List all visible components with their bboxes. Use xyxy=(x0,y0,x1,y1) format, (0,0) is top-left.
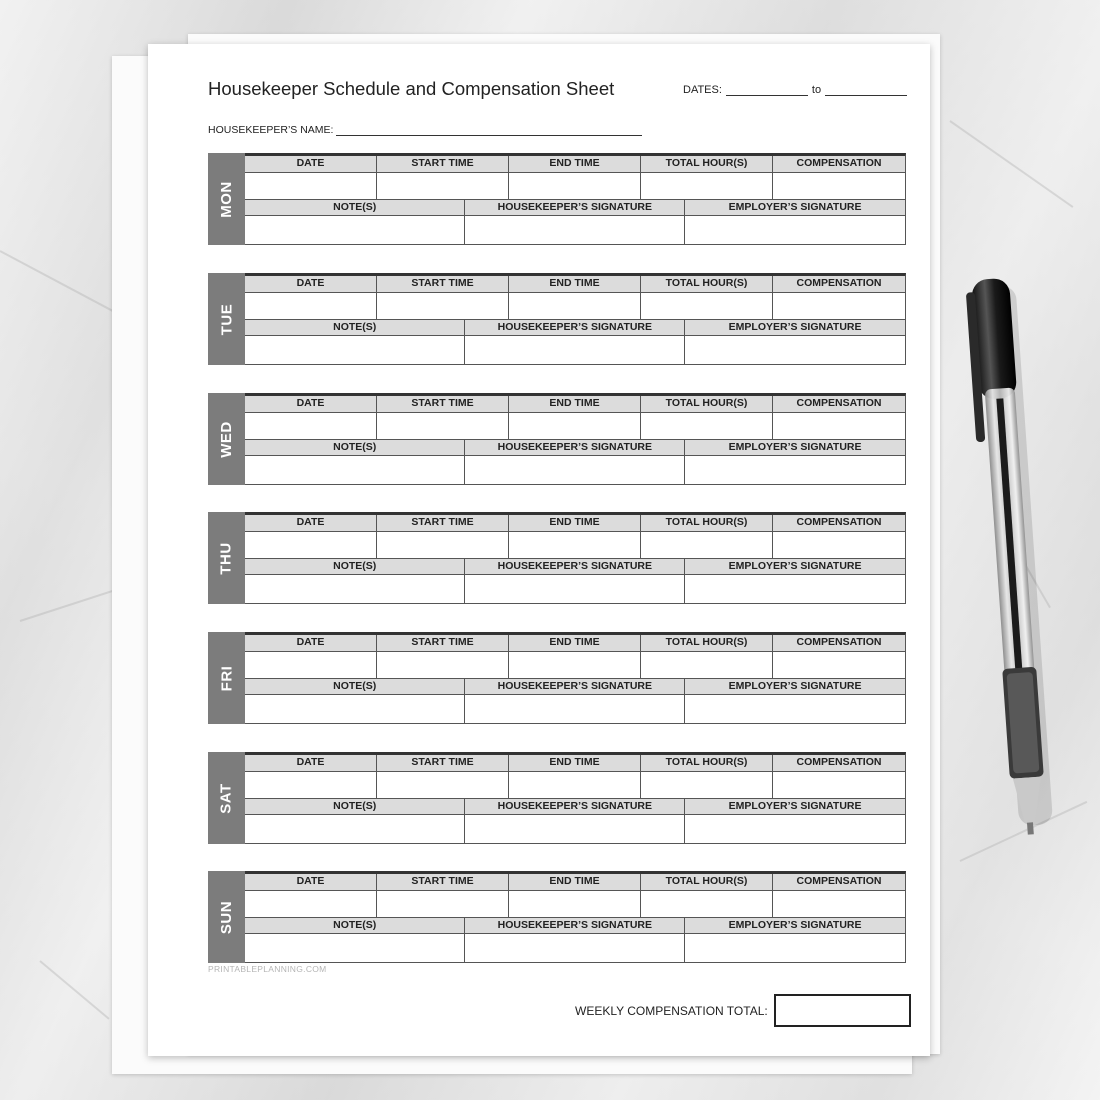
column-header: TOTAL HOUR(S) xyxy=(641,396,773,412)
entry-cell[interactable] xyxy=(377,652,509,678)
column-header: TOTAL HOUR(S) xyxy=(641,635,773,651)
signature-cell[interactable] xyxy=(245,456,465,484)
entry-cell[interactable] xyxy=(377,891,509,917)
column-header: COMPENSATION xyxy=(796,756,882,768)
signature-cell[interactable] xyxy=(465,216,685,244)
day-label: SUN xyxy=(217,900,235,934)
day-grid xyxy=(245,752,906,844)
time-value-row xyxy=(245,531,905,558)
entry-cell[interactable] xyxy=(773,891,905,917)
column-header: HOUSEKEEPER’S SIGNATURE xyxy=(465,200,685,215)
column-header: END TIME xyxy=(509,515,641,531)
column-header: START TIME xyxy=(377,396,509,412)
column-header: DATE xyxy=(245,515,377,531)
day-grid xyxy=(245,871,906,963)
signature-cell[interactable] xyxy=(465,456,685,484)
column-header: TOTAL HOUR(S) xyxy=(641,276,773,292)
column-header: START TIME xyxy=(377,874,509,890)
schedule-sheet xyxy=(148,44,930,1056)
time-header-row xyxy=(245,874,905,890)
entry-cell[interactable] xyxy=(641,532,773,558)
column-header: NOTE(S) xyxy=(245,440,465,455)
day-block-fri xyxy=(208,632,906,724)
column-header: END TIME xyxy=(509,755,641,771)
day-tab xyxy=(208,752,245,844)
day-grid xyxy=(245,273,906,365)
entry-cell[interactable] xyxy=(377,293,509,319)
column-header: HOUSEKEEPER’S SIGNATURE xyxy=(465,320,685,335)
notes-header-row xyxy=(245,439,905,455)
entry-cell[interactable] xyxy=(641,173,773,199)
entry-cell[interactable] xyxy=(641,772,773,798)
time-value-row xyxy=(245,412,905,439)
housekeeper-name-field[interactable] xyxy=(336,126,642,136)
time-value-row xyxy=(245,890,905,917)
day-tab xyxy=(208,153,245,245)
day-block-mon xyxy=(208,153,906,245)
marble-vein xyxy=(949,120,1073,208)
column-header: HOUSEKEEPER’S SIGNATURE xyxy=(465,679,685,694)
day-grid xyxy=(245,393,906,485)
time-value-row xyxy=(245,771,905,798)
column-header: NOTE(S) xyxy=(245,918,465,933)
column-header: NOTE(S) xyxy=(245,679,465,694)
signature-cell[interactable] xyxy=(245,216,465,244)
time-header-row xyxy=(245,635,905,651)
column-header: DATE xyxy=(245,874,377,890)
name-label: HOUSEKEEPER’S NAME: xyxy=(208,124,334,136)
signature-cell[interactable] xyxy=(685,815,905,843)
entry-cell[interactable] xyxy=(377,772,509,798)
dates-label: DATES: xyxy=(683,84,722,96)
day-label: SAT xyxy=(217,782,235,814)
column-header: NOTE(S) xyxy=(245,559,465,574)
column-header: TOTAL HOUR(S) xyxy=(641,515,773,531)
column-header: COMPENSATION xyxy=(796,157,882,169)
signature-cell[interactable] xyxy=(245,336,465,364)
entry-cell[interactable] xyxy=(509,293,641,319)
housekeeper-name-row xyxy=(208,124,642,136)
notes-value-row xyxy=(245,455,905,484)
time-header-row xyxy=(245,156,905,172)
dates-to-label: to xyxy=(811,84,822,96)
column-header: TOTAL HOUR(S) xyxy=(641,755,773,771)
time-header-row xyxy=(245,396,905,412)
time-header-row xyxy=(245,755,905,771)
column-header: COMPENSATION xyxy=(796,397,882,409)
day-block-tue xyxy=(208,273,906,365)
time-value-row xyxy=(245,651,905,678)
entry-cell[interactable] xyxy=(641,293,773,319)
day-block-thu xyxy=(208,512,906,604)
dates-range xyxy=(683,84,907,96)
entry-cell[interactable] xyxy=(773,173,905,199)
signature-cell[interactable] xyxy=(685,216,905,244)
day-label: MON xyxy=(218,180,235,218)
column-header: COMPENSATION xyxy=(796,277,882,289)
column-header: DATE xyxy=(245,396,377,412)
column-header: DATE xyxy=(245,755,377,771)
signature-cell[interactable] xyxy=(465,336,685,364)
entry-cell[interactable] xyxy=(245,772,377,798)
column-header: NOTE(S) xyxy=(245,320,465,335)
signature-cell[interactable] xyxy=(465,695,685,723)
column-header: NOTE(S) xyxy=(245,200,465,215)
column-header: EMPLOYER’S SIGNATURE xyxy=(728,680,862,692)
day-tab xyxy=(208,393,245,485)
marble-vein xyxy=(960,801,1088,862)
day-grid xyxy=(245,153,906,245)
signature-cell[interactable] xyxy=(465,934,685,962)
entry-cell[interactable] xyxy=(377,532,509,558)
notes-value-row xyxy=(245,694,905,723)
time-header-row xyxy=(245,276,905,292)
column-header: END TIME xyxy=(509,396,641,412)
entry-cell[interactable] xyxy=(377,413,509,439)
column-header: EMPLOYER’S SIGNATURE xyxy=(728,201,862,213)
column-header: START TIME xyxy=(377,755,509,771)
signature-cell[interactable] xyxy=(245,695,465,723)
column-header: END TIME xyxy=(509,874,641,890)
column-header: HOUSEKEEPER’S SIGNATURE xyxy=(465,799,685,814)
day-label: FRI xyxy=(217,665,235,691)
notes-value-row xyxy=(245,814,905,843)
entry-cell[interactable] xyxy=(509,891,641,917)
column-header: EMPLOYER’S SIGNATURE xyxy=(728,321,862,333)
column-header: COMPENSATION xyxy=(796,516,882,528)
notes-header-row xyxy=(245,319,905,335)
signature-cell[interactable] xyxy=(685,934,905,962)
entry-cell[interactable] xyxy=(245,652,377,678)
entry-cell[interactable] xyxy=(245,891,377,917)
signature-cell[interactable] xyxy=(245,934,465,962)
entry-cell[interactable] xyxy=(773,413,905,439)
day-block-sat xyxy=(208,752,906,844)
notes-header-row xyxy=(245,917,905,933)
entry-cell[interactable] xyxy=(245,413,377,439)
entry-cell[interactable] xyxy=(245,173,377,199)
column-header: TOTAL HOUR(S) xyxy=(641,874,773,890)
signature-cell[interactable] xyxy=(465,575,685,603)
notes-header-row xyxy=(245,558,905,574)
weekly-total xyxy=(575,994,911,1027)
day-tab xyxy=(208,273,245,365)
day-block-sun xyxy=(208,871,906,963)
column-header: NOTE(S) xyxy=(245,799,465,814)
day-grid xyxy=(245,512,906,604)
weekly-total-label: WEEKLY COMPENSATION TOTAL: xyxy=(575,1003,768,1018)
entry-cell[interactable] xyxy=(773,293,905,319)
column-header: HOUSEKEEPER’S SIGNATURE xyxy=(465,559,685,574)
column-header: EMPLOYER’S SIGNATURE xyxy=(728,919,862,931)
notes-value-row xyxy=(245,215,905,244)
column-header: COMPENSATION xyxy=(796,875,882,887)
day-tab xyxy=(208,871,245,963)
column-header: COMPENSATION xyxy=(796,636,882,648)
signature-cell[interactable] xyxy=(685,575,905,603)
column-header: START TIME xyxy=(377,635,509,651)
column-header: END TIME xyxy=(509,635,641,651)
day-label: TUE xyxy=(218,303,235,335)
date-from-field[interactable] xyxy=(726,86,808,96)
column-header: START TIME xyxy=(377,276,509,292)
entry-cell[interactable] xyxy=(773,652,905,678)
entry-cell[interactable] xyxy=(773,772,905,798)
signature-cell[interactable] xyxy=(245,575,465,603)
entry-cell[interactable] xyxy=(377,173,509,199)
entry-cell[interactable] xyxy=(641,413,773,439)
day-block-wed xyxy=(208,393,906,485)
entry-cell[interactable] xyxy=(641,652,773,678)
weekly-total-box[interactable] xyxy=(774,994,911,1027)
marble-vein xyxy=(39,960,109,1019)
signature-cell[interactable] xyxy=(465,815,685,843)
column-header: EMPLOYER’S SIGNATURE xyxy=(728,800,862,812)
entry-cell[interactable] xyxy=(509,173,641,199)
entry-cell[interactable] xyxy=(509,413,641,439)
date-to-field[interactable] xyxy=(825,86,907,96)
sheet-title: Housekeeper Schedule and Compensation Sheet xyxy=(208,78,615,99)
column-header: END TIME xyxy=(509,156,641,172)
signature-cell[interactable] xyxy=(685,456,905,484)
marble-vein xyxy=(999,521,1051,609)
time-header-row xyxy=(245,515,905,531)
time-value-row xyxy=(245,172,905,199)
column-header: DATE xyxy=(245,276,377,292)
notes-header-row xyxy=(245,678,905,694)
column-header: DATE xyxy=(245,156,377,172)
notes-header-row xyxy=(245,798,905,814)
footer-credit: PRINTABLEPLANNING.COM xyxy=(208,964,327,974)
entry-cell[interactable] xyxy=(773,532,905,558)
column-header: HOUSEKEEPER’S SIGNATURE xyxy=(465,918,685,933)
entry-cell[interactable] xyxy=(509,772,641,798)
column-header: START TIME xyxy=(377,156,509,172)
column-header: END TIME xyxy=(509,276,641,292)
column-header: HOUSEKEEPER’S SIGNATURE xyxy=(465,440,685,455)
column-header: DATE xyxy=(245,635,377,651)
column-header: TOTAL HOUR(S) xyxy=(641,156,773,172)
notes-value-row xyxy=(245,335,905,364)
notes-value-row xyxy=(245,933,905,962)
entry-cell[interactable] xyxy=(245,293,377,319)
time-value-row xyxy=(245,292,905,319)
entry-cell[interactable] xyxy=(509,652,641,678)
signature-cell[interactable] xyxy=(245,815,465,843)
notes-value-row xyxy=(245,574,905,603)
column-header: EMPLOYER’S SIGNATURE xyxy=(728,441,862,453)
entry-cell[interactable] xyxy=(641,891,773,917)
signature-cell[interactable] xyxy=(685,695,905,723)
signature-cell[interactable] xyxy=(685,336,905,364)
entry-cell[interactable] xyxy=(245,532,377,558)
day-label: THU xyxy=(217,541,235,575)
day-tab xyxy=(208,632,245,724)
day-label: WED xyxy=(218,420,235,458)
day-tab xyxy=(208,512,245,604)
notes-header-row xyxy=(245,199,905,215)
column-header: START TIME xyxy=(377,515,509,531)
entry-cell[interactable] xyxy=(509,532,641,558)
column-header: EMPLOYER’S SIGNATURE xyxy=(728,560,862,572)
day-grid xyxy=(245,632,906,724)
